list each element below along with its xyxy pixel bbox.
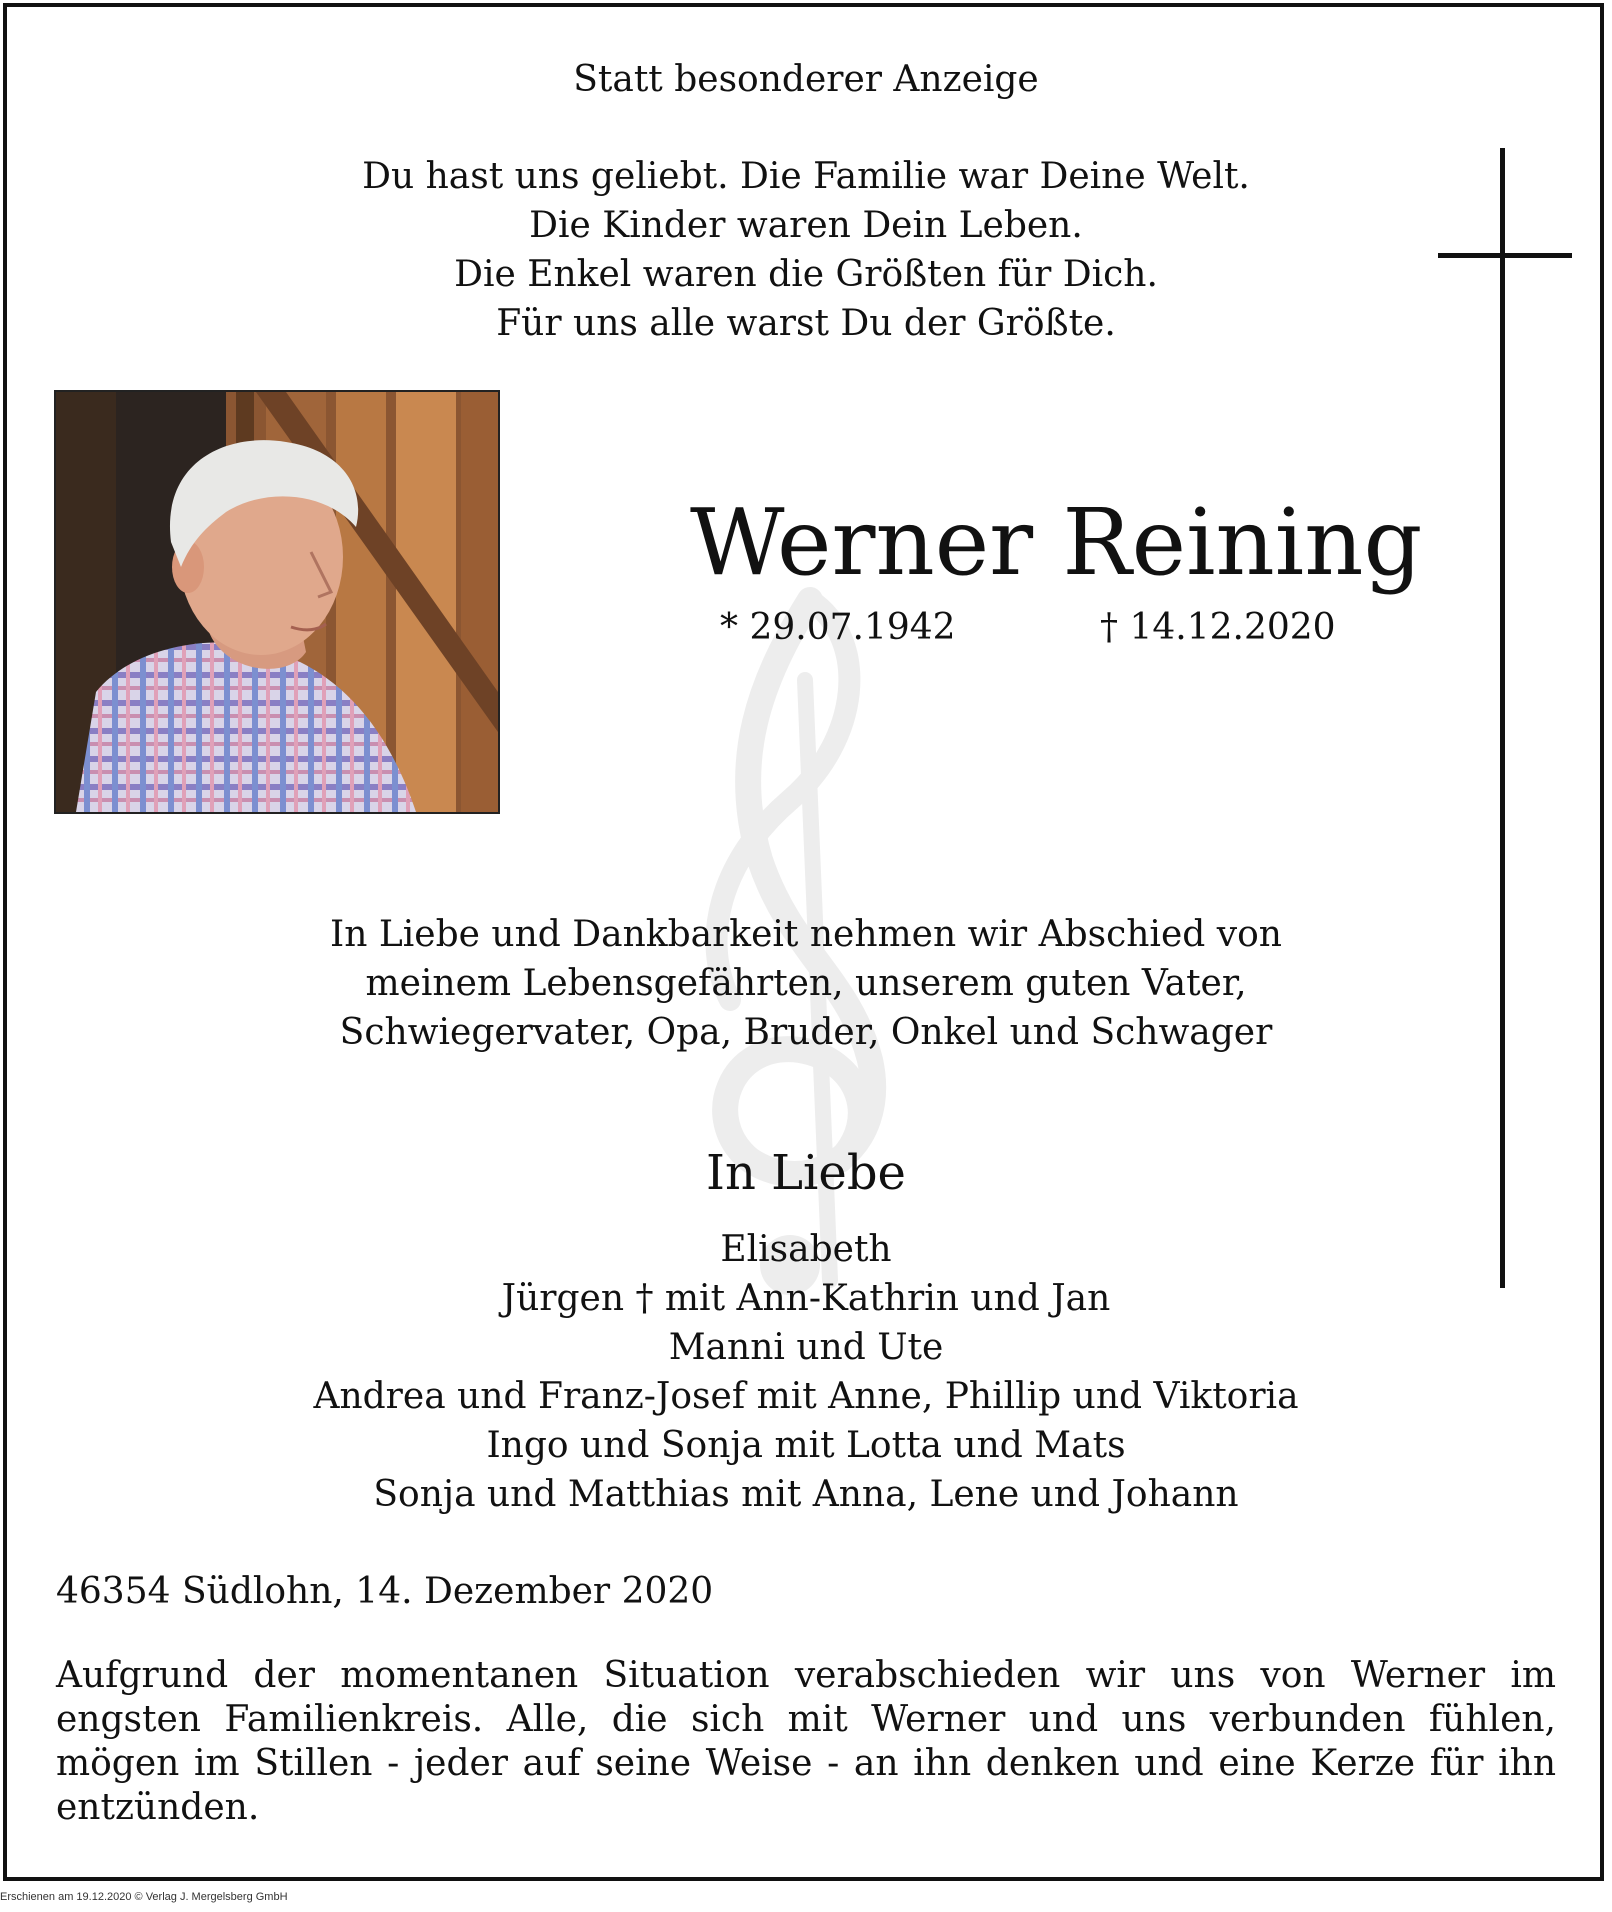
mourner-entry: Manni und Ute: [668, 1327, 944, 1368]
farewell-line: In Liebe und Dankbarkeit nehmen wir Abschied von: [330, 914, 1282, 955]
portrait-illustration: [56, 392, 498, 812]
cross-icon: [1500, 148, 1505, 1288]
verse-line: Die Kinder waren Dein Leben.: [529, 205, 1083, 246]
mourner-entry: Sonja und Matthias mit Anna, Lene und Johann: [373, 1474, 1239, 1515]
verse-block: [0, 152, 1612, 348]
death-date: † 14.12.2020: [1100, 607, 1336, 648]
publication-footer: Erschienen am 19.12.2020 © Verlag J. Mergelsberg GmbH: [0, 1891, 288, 1903]
mourners-heading: In Liebe: [706, 1145, 906, 1201]
verse-line: Die Enkel waren die Größten für Dich.: [454, 254, 1158, 295]
verse-line: Für uns alle warst Du der Größte.: [496, 303, 1116, 344]
verse-line: Du hast uns geliebt. Die Familie war Deine Welt.: [362, 156, 1250, 197]
cross-icon-bar: [1438, 253, 1572, 258]
farewell-line: Schwiegervater, Opa, Bruder, Onkel und Schwager: [339, 1012, 1273, 1053]
mourner-entry: Elisabeth: [720, 1229, 892, 1270]
mourner-entry: Ingo und Sonja mit Lotta und Mats: [486, 1425, 1126, 1466]
mourners-list: [0, 1225, 1612, 1519]
funeral-notice-text: Aufgrund der momentanen Situation verabschieden wir uns von Werner im engsten Familienkreis. Alle, die sich mit Werner und uns verbunden fühlen, mögen im Stillen - jeder auf seine Weise - an ihn denken und eine Kerze für ihn entzünden.: [56, 1655, 1556, 1828]
portrait-photo: [54, 390, 500, 814]
birth-date: * 29.07.1942: [720, 607, 956, 648]
funeral-notice: [56, 1654, 1556, 1830]
mourner-entry: Jürgen † mit Ann-Kathrin und Jan: [501, 1278, 1111, 1319]
header-title: Statt besonderer Anzeige: [573, 59, 1039, 100]
mourner-entry: Andrea und Franz-Josef mit Anne, Phillip und Viktoria: [313, 1376, 1299, 1417]
place-and-date: 46354 Südlohn, 14. Dezember 2020: [56, 1571, 714, 1612]
deceased-name: Werner Reining: [690, 489, 1423, 596]
farewell-line: meinem Lebensgefährten, unserem guten Vater,: [365, 963, 1247, 1004]
farewell-text: [0, 910, 1612, 1057]
